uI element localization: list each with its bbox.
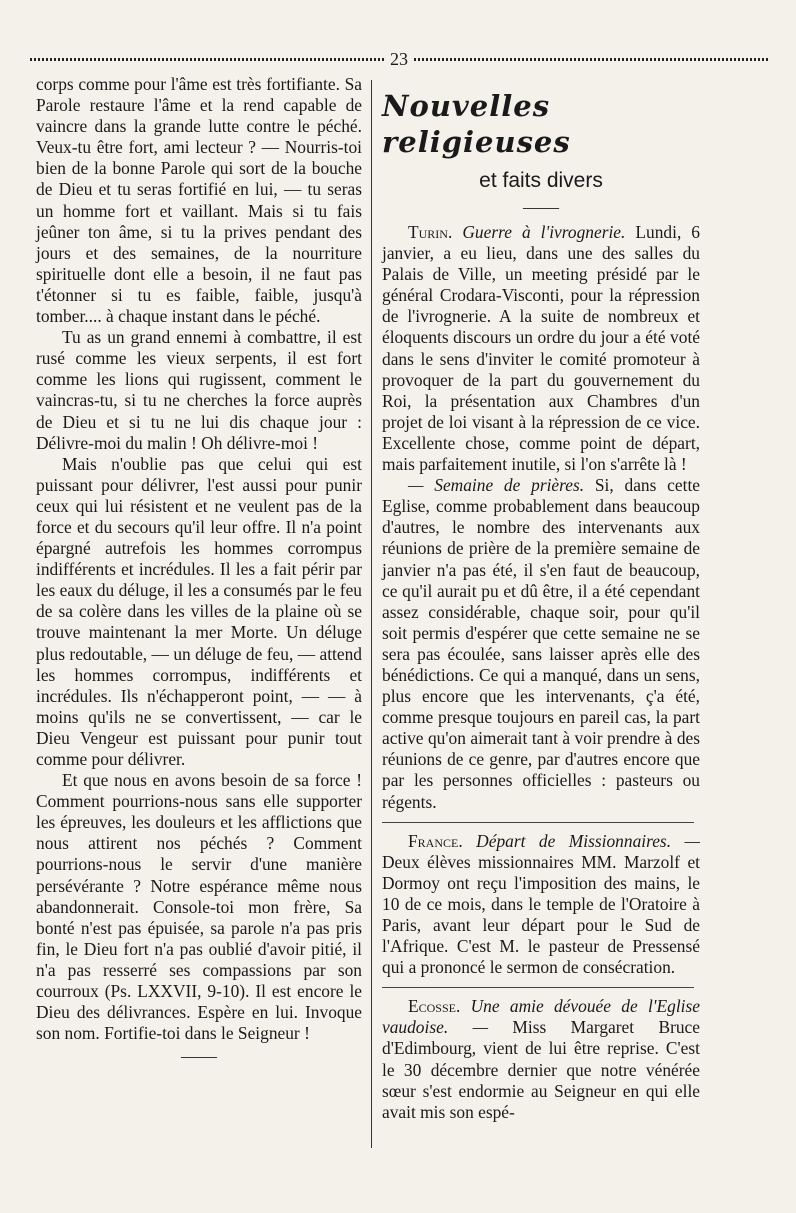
item-separator xyxy=(382,987,694,988)
paragraph: Tu as un grand ennemi à combattre, il est rusé comme les vieux serpents, il est fort comme les lions qui rugissent, comment le vaincras-tu, si tu ne cherches la force auprès de Dieu et si tu ne lui dis chaque jour : Délivre-moi du malin ! Oh délivre-moi ! xyxy=(36,327,362,453)
news-item xyxy=(382,475,700,813)
news-place: France. xyxy=(408,830,463,851)
news-heading: Départ de Missionnaires. — xyxy=(476,830,700,851)
section-subtitle: et faits divers xyxy=(479,169,603,192)
column-divider xyxy=(371,80,372,1148)
header-rule-left xyxy=(30,58,384,61)
section-title: Nouvelles religieuses xyxy=(382,89,571,159)
end-mark: —— xyxy=(181,1046,217,1067)
page-number: 23 xyxy=(390,48,408,69)
news-item xyxy=(382,831,700,979)
news-item xyxy=(382,222,700,475)
left-column xyxy=(36,74,362,1067)
paragraph: Mais n'oublie pas que celui qui est puissant pour délivrer, l'est aussi pour punir ceux qui lui résistent et ne veulent pas de la force et du secours qu'il leur offre. Il n'a point épargné autrefois les hommes corrompus indifférents et incrédules. Il les a fait périr par les eaux du déluge, il les a consumés par le feu de sa colère dans les villes de la plaine où se trouve maintenant la mer Morte. Un déluge plus redoutable, — un déluge de feu, — attend les hommes corrompus, indifférents et incrédules. Ils n'échapperont point, — — à moins qu'ils ne se convertissent, — car le Dieu Vengeur est puissant pour punir tout comme pour délivrer. xyxy=(36,453,362,769)
news-heading: Une amie dévouée de l'Eglise vaudoise. — xyxy=(382,996,700,1038)
news-item xyxy=(382,996,700,1123)
news-text: Miss Margaret Bruce d'Edimbourg, vient de lui être reprise. C'est le 30 décembre dernier que notre vénérée sœur s'est endormie au Seigneur en qui elle avait mis son espé- xyxy=(382,1017,700,1122)
paragraph: corps comme pour l'âme est très fortifiante. Sa Parole restaure l'âme et la rend capable de vaincre dans la grande lutte contre le péché. Veux-tu être fort, ami lecteur ? — Nourris-toi bien de la bonne Parole qui sort de la bouche de Dieu et tu seras fortifié en lui, — tu seras un homme fort et vaillant. Mais si tu fais jeûner ton âme, si tu la prives pendant des jours et des semaines, de la nourriture spirituelle dont elle a besoin, il ne faut pas t'étonner si tu es faible, faible, jusqu'à tomber.... à chaque instant dans le péché. xyxy=(36,74,362,327)
news-heading: Guerre à l'ivrognerie. xyxy=(462,222,626,242)
news-text: Si, dans cette Eglise, comme probablement dans beaucoup d'autres, le nombre des intervenants aux réunions de prière de la première semaine de janvier n'a pas été, il s'en faut de beaucoup, ce qu'il aurait pu et dû être, il a été cependant assez considérable, chaque soir, pour qu'il soit permis d'espérer que cette semaine ne se sera pas écoulée, sans laisser après elle des bénédictions. Ce qui a manqué, dans un sens, plus encore que les intervenants, ç'a été, comme presque toujours en pareil cas, la part active qu'on aimerait tant à voir prendre à des réunions de ce genre, par d'autres encore que par les personnes officielles : pasteurs ou régents. xyxy=(382,475,700,812)
page-header xyxy=(30,48,768,70)
news-text: Lundi, 6 janvier, a eu lieu, dans une des salles du Palais de Ville, un meeting présidé par le général Crodara-Visconti, pour la répression de l'ivrognerie. A la suite de nombreux et éloquents discours un ordre du jour a été voté dans le sens d'inviter le comité promoteur à provoquer de la part du gouvernement du Roi, la présentation aux Chambres d'un projet de loi visant à la répression de ce vice. Excellente chose, comme point de départ, mais parfaitement inutile, si l'on s'arrête là ! xyxy=(382,222,701,475)
news-text: Deux élèves missionnaires MM. Marzolf et Dormoy ont reçu l'imposition des mains, le 10 de ce mois, dans le temple de l'Oratoire à Paris, avant leur départ pour le Sud de l'Afrique. C'est M. le pasteur de Pressensé qui a prononcé le sermon de consécration. xyxy=(382,851,700,978)
paragraph: Et que nous en avons besoin de sa force ! Comment pourrions-nous sans elle supporter les épreuves, les douleurs et les afflictions que nous attirent nos péchés ? Comment pourrions-nous le servir d'une manière persévérante ? Notre espérance même nous abandonnerait. Console-toi mon frère, Sa bonté n'est pas épuisée, sa parole n'a pas pris fin, le Dieu fort n'a pas oublié d'avoir pitié, il n'a pas resserré ses compassions par son courroux (Ps. LXXVII, 9-10). Il est encore le Dieu des délivrances. Espère en lui. Invoque son nom. Fortifie-toi dans le Seigneur ! xyxy=(36,770,362,1044)
right-column xyxy=(382,74,700,1123)
news-heading: — Semaine de prières. xyxy=(408,475,585,496)
news-place: Turin. xyxy=(408,222,453,242)
title-dash: —— xyxy=(523,197,559,217)
item-separator xyxy=(382,822,694,823)
news-place: Ecosse. xyxy=(408,996,461,1017)
header-rule-right xyxy=(414,58,768,61)
